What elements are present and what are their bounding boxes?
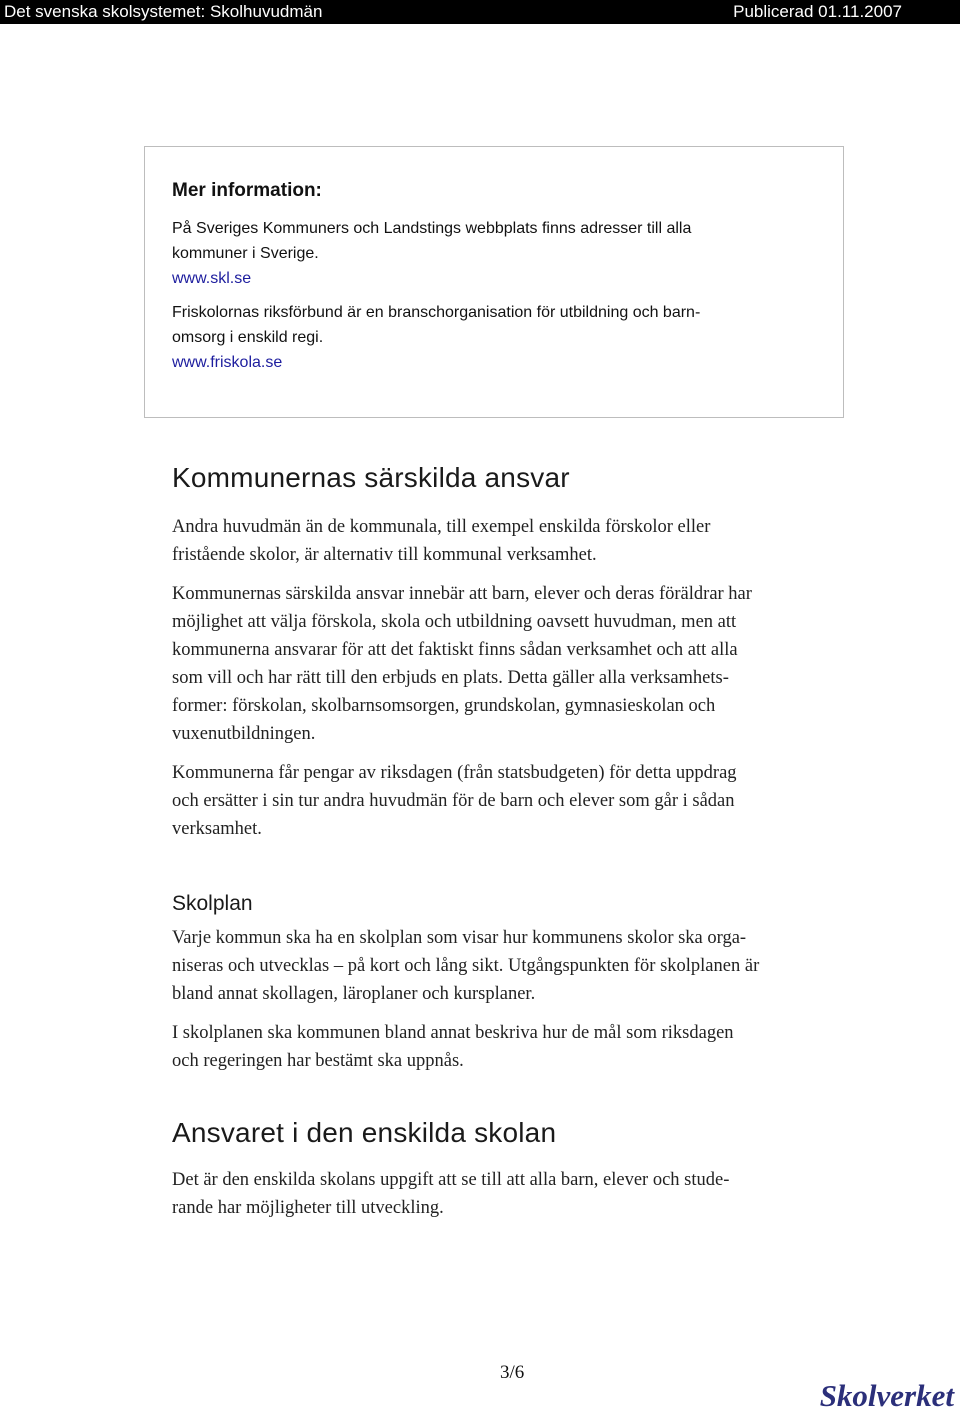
paragraph [172, 924, 872, 1008]
document-title: Det svenska skolsystemet: Skolhuvudmän [4, 2, 323, 21]
text-line: Kommunernas särskilda ansvar innebär att barn, elever och deras föräldrar har [172, 584, 752, 604]
friskola-link[interactable]: www.friskola.se [172, 354, 283, 371]
text-line: bland annat skollagen, läroplaner och kursplaner. [172, 984, 536, 1004]
text-line: niseras och utvecklas – på kort och lång sikt. Utgångspunkten för skolplanen är [172, 956, 760, 976]
text-line: Kommunerna får pengar av riksdagen (från statsbudgeten) för detta uppdrag [172, 763, 737, 783]
text-line: och regeringen har bestämt ska uppnås. [172, 1051, 464, 1071]
info-paragraph-1 [172, 216, 812, 291]
info-line: Friskolornas riksförbund är en branschorganisation för utbildning och barn- [172, 304, 701, 321]
text-line: och ersätter i sin tur andra huvudmän för de barn och elever som går i sådan [172, 791, 735, 811]
paragraph [172, 1166, 872, 1222]
page-number: 3/6 [500, 1362, 525, 1383]
section-heading-kommunernas: Kommunernas särskilda ansvar [172, 462, 570, 493]
info-line: kommuner i Sverige. [172, 245, 319, 262]
page-header [0, 0, 960, 24]
info-line: omsorg i enskild regi. [172, 329, 324, 346]
text-line: I skolplanen ska kommunen bland annat beskriva hur de mål som riksdagen [172, 1023, 734, 1043]
text-line: former: förskolan, skolbarnsomsorgen, grundskolan, gymnasieskolan och [172, 696, 716, 716]
paragraph [172, 759, 872, 843]
publish-date: Publicerad 01.11.2007 [733, 2, 902, 21]
text-line: möjlighet att välja förskola, skola och utbildning oavsett huvudman, men att [172, 612, 737, 632]
section-heading-skolplan: Skolplan [172, 892, 253, 915]
skl-link[interactable]: www.skl.se [172, 270, 252, 287]
text-line: verksamhet. [172, 819, 262, 839]
text-line: Andra huvudmän än de kommunala, till exempel enskilda förskolor eller [172, 517, 711, 537]
info-title: Mer information: [172, 180, 322, 201]
text-line: rande har möjligheter till utveckling. [172, 1198, 444, 1218]
paragraph [172, 1019, 872, 1075]
info-line: På Sveriges Kommuners och Landstings webbplats finns adresser till alla [172, 220, 692, 237]
text-line: fristående skolor, är alternativ till kommunal verksamhet. [172, 545, 597, 565]
text-line: Det är den enskilda skolans uppgift att se till att alla barn, elever och stude- [172, 1170, 730, 1190]
text-line: vuxenutbildningen. [172, 724, 316, 744]
skolverket-logo: Skolverket [819, 1378, 954, 1413]
section-heading-ansvaret: Ansvaret i den enskilda skolan [172, 1117, 557, 1148]
paragraph [172, 580, 872, 748]
text-line: som vill och har rätt till den erbjuds en plats. Detta gäller alla verksamhets- [172, 668, 729, 688]
text-line: kommunerna ansvarar för att det faktiskt finns sådan verksamhet och att alla [172, 640, 738, 660]
paragraph [172, 513, 872, 569]
text-line: Varje kommun ska ha en skolplan som visar hur kommunens skolor ska orga- [172, 928, 747, 948]
info-paragraph-2 [172, 300, 812, 375]
